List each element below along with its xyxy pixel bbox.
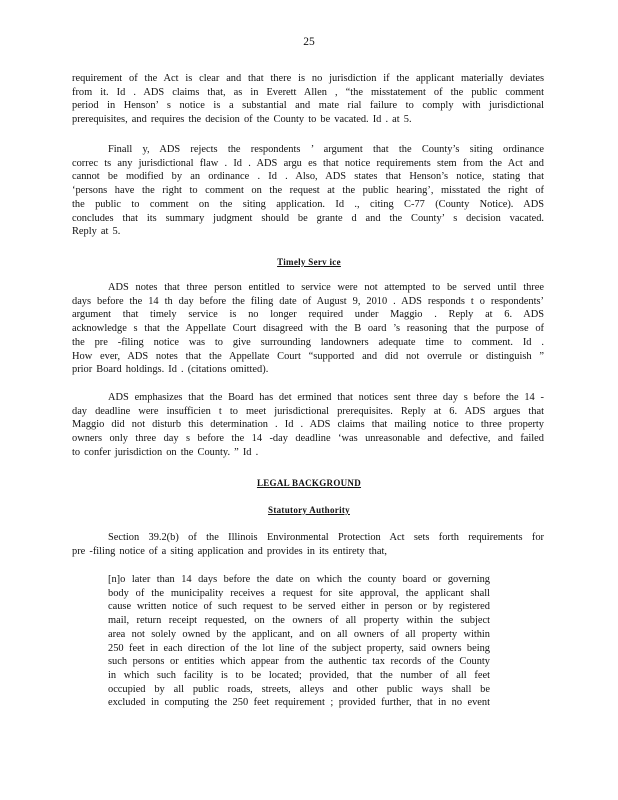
text-line: cause written notice of such request to be served either in person or by registered [108, 601, 490, 613]
block-quote-statute [108, 573, 490, 710]
text-line: Maggio did not disturb this determination . Id . ADS claims that mailing notice to three property [72, 419, 544, 431]
text-line: ADS notes that three person entitled to service were not attempted to be served until three [108, 282, 544, 293]
text-line: correc ts any jurisdictional flaw . Id . ADS argu es that notice requirements stem from the Act and [72, 157, 544, 169]
text-line: Reply at 5. [72, 226, 121, 238]
text-line: 250 feet in each direction of the lot line of the subject property, said owners being [108, 642, 490, 654]
text-line: in which such facility is to be located; provided, that the number of all feet [108, 669, 490, 681]
text-line: argument that timely service is no longer required under Maggio . Reply at 6. ADS [72, 309, 544, 321]
text-line: the public to comment on the siting application. Id ., citing C-77 (County Notice). ADS [72, 198, 544, 210]
text-line: occupied by all public roads, streets, alleys and other public ways shall be [108, 683, 490, 695]
section-heading-timely-service: Timely Serv ice [277, 257, 341, 267]
text-line: How ever, ADS notes that the Appellate Court “supported and did not overrule or distinguish ” [72, 350, 544, 362]
page-number: 25 [303, 36, 315, 48]
text-line: period in Henson’ s notice is a substantial and mate rial failure to comply with jurisdictional [72, 100, 544, 112]
text-line: mail, return receipt requested, on the owners of all property within the subject [108, 615, 490, 627]
text-line: concludes that its summary judgment should be grante d and the County’ s decision vacated. [72, 212, 544, 224]
paragraph-section-39-2b [72, 531, 544, 558]
text-line: prior Board holdings. Id . (citations omitted). [72, 364, 269, 376]
section-heading-legal-background: LEGAL BACKGROUND [256, 478, 362, 488]
text-line: to confer jurisdiction on the County. ” Id . [72, 446, 259, 458]
text-line: owners only three day s before the 14 -day deadline ‘was unreasonable and defective, and failed [72, 433, 544, 445]
text-line: [n]o later than 14 days before the date on which the county board or governing [108, 574, 490, 585]
text-line: such persons or entities which appear from the authentic tax records of the County [108, 656, 490, 668]
paragraph-ordinance [72, 143, 544, 239]
paragraph-everett-allen [72, 72, 544, 127]
text-line: ‘persons have the right to comment on the request at the public hearing’, misstated the right of [72, 185, 544, 197]
text-line: prerequisites, and requires the decision of the County to be vacated. Id . at 5. [72, 114, 412, 126]
text-line: the pre -filing notice was to give surrounding landowners adequate time to comment. Id . [72, 336, 544, 348]
text-line: Section 39.2(b) of the Illinois Environmental Protection Act sets forth requirements for [108, 532, 544, 543]
text-line: requirement of the Act is clear and that there is no jurisdiction if the applicant materially deviates [72, 73, 544, 84]
text-line: Finall y, ADS rejects the respondents ’ argument that the County’s siting ordinance [108, 144, 544, 155]
text-line: body of the municipality receives a request for site approval, the applicant shall [108, 587, 490, 599]
text-line: days before the 14 th day before the filing date of August 9, 2010 . ADS responds t o respondents’ [72, 295, 544, 307]
text-line: excluded in computing the 250 feet requirement ; provided further, that in no event [108, 697, 490, 709]
subsection-heading-statutory-authority: Statutory Authority [268, 505, 350, 515]
text-line: area not solely owned by the applicant, and on all owners of all property within [108, 628, 490, 640]
paragraph-timely-service [72, 281, 544, 377]
text-line: from it. Id . ADS claims that, as in Everett Allen , “the misstatement of the public comment [72, 86, 544, 98]
text-line: pre -filing notice of a siting application and provides in its entirety that, [72, 545, 387, 557]
paragraph-deadline [72, 391, 544, 460]
text-line: cannot be modified by an ordinance . Id . Also, ADS states that Henson’s notice, stating that [72, 171, 544, 183]
text-line: ADS emphasizes that the Board has det ermined that notices sent three day s before the 14 - [108, 392, 544, 403]
text-line: day deadline were insufficien t to meet jurisdictional prerequisites. Reply at 6. ADS argues that [72, 405, 544, 417]
text-line: acknowledge s that the Appellate Court disagreed with the B oard ’s reasoning that the purpose of [72, 323, 544, 335]
